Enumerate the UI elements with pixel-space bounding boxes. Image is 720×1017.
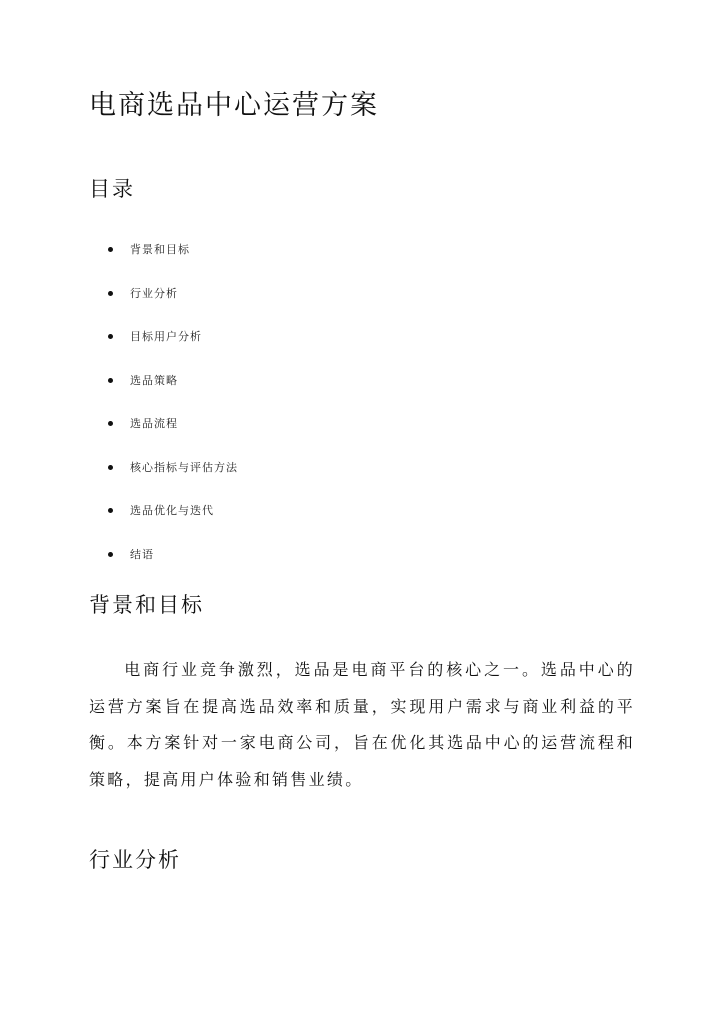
- toc-item-metrics[interactable]: [0, 454, 238, 498]
- toc-item-industry-analysis[interactable]: [0, 280, 238, 324]
- document-title: 电商选品中心运营方案: [89, 90, 379, 121]
- table-of-contents: [0, 236, 238, 584]
- bullet-icon: [108, 508, 113, 513]
- toc-item-label[interactable]: 选品策略: [130, 373, 178, 387]
- toc-item-selection-strategy[interactable]: [0, 367, 238, 411]
- toc-item-label[interactable]: 选品流程: [130, 417, 178, 430]
- background-paragraph: 电商行业竞争激烈，选品是电商平台的核心之一。选品中心的运营方案旨在提高选品效率和质量，实现用户需求与商业利益的平衡。本方案针对一家电商公司，旨在优化其选品中心的运营流程和策略，提高用户体验和销售业绩。: [89, 660, 635, 789]
- bullet-icon: [108, 291, 113, 296]
- toc-item-label[interactable]: 目标用户分析: [130, 330, 202, 343]
- bullet-icon: [108, 378, 113, 383]
- bullet-icon: [108, 421, 113, 426]
- section-heading-industry: 行业分析: [89, 848, 181, 872]
- toc-item-label[interactable]: 结语: [130, 547, 154, 561]
- bullet-icon: [108, 465, 113, 470]
- toc-item-label[interactable]: 行业分析: [130, 286, 178, 300]
- toc-item-conclusion[interactable]: [0, 541, 238, 585]
- bullet-icon: [108, 552, 113, 557]
- section-heading-background: 背景和目标: [89, 593, 204, 617]
- toc-heading: 目录: [89, 177, 135, 201]
- toc-item-label[interactable]: 核心指标与评估方法: [130, 460, 238, 474]
- toc-item-optimization[interactable]: [0, 497, 238, 541]
- toc-item-selection-process[interactable]: [0, 410, 238, 454]
- bullet-icon: [108, 334, 113, 339]
- toc-item-user-analysis[interactable]: [0, 323, 238, 367]
- bullet-icon: [108, 247, 113, 252]
- toc-item-label[interactable]: 背景和目标: [130, 243, 190, 256]
- toc-item-label[interactable]: 选品优化与迭代: [130, 504, 214, 517]
- toc-item-background[interactable]: [0, 236, 238, 280]
